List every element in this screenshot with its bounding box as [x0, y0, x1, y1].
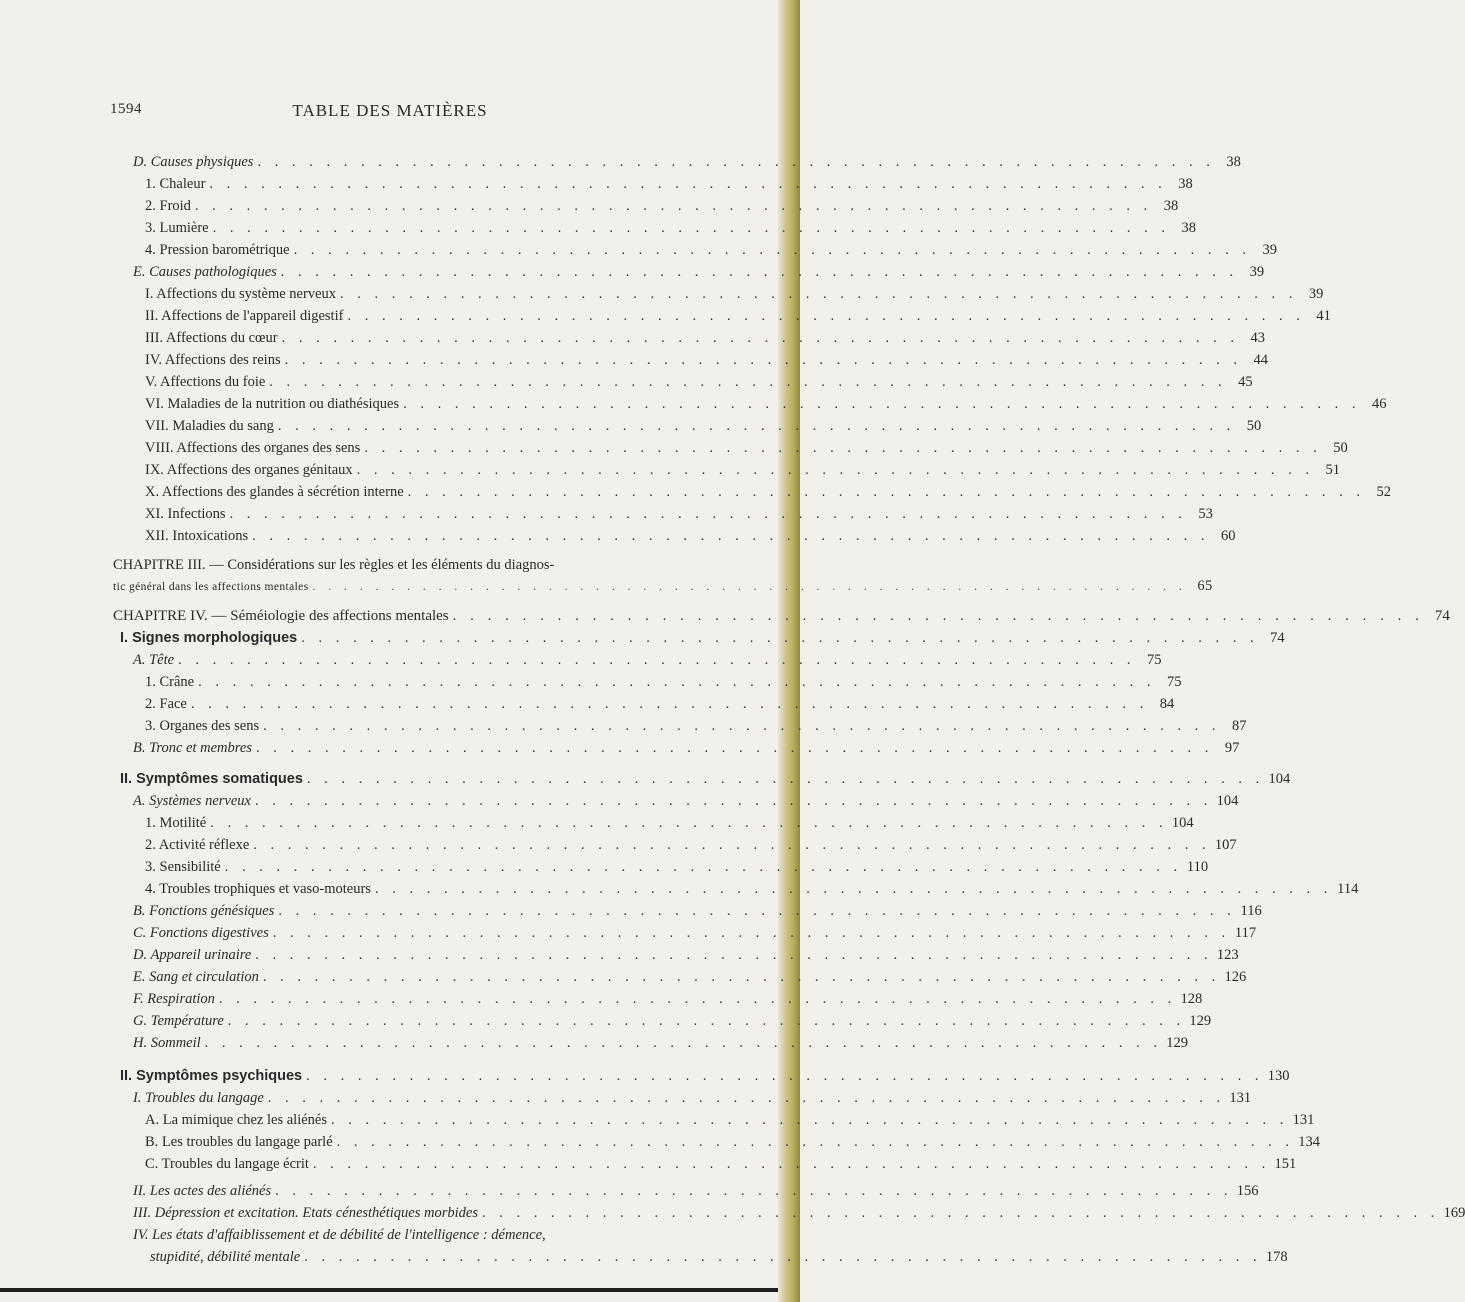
- toc-leader: . . . . . . . . . . . . . . . . . . . . . . . . . . . . . . . . . . . . . . . . . . . . . . . . . . . . . . . .: [198, 674, 1156, 690]
- toc-entry-page: 126: [1224, 969, 1247, 985]
- toc-entry-label: 4. Pression barométrique: [145, 242, 290, 258]
- toc-entry-page: 43: [1250, 330, 1265, 346]
- toc-leader: . . . . . . . . . . . . . . . . . . . . . . . . . . . . . . . . . . . . . . . . . . . . . . . . . . . . . . . .: [278, 903, 1236, 919]
- toc-entry-label: stupidité, débilité mentale: [150, 1249, 301, 1265]
- toc-entry-page: 38: [1226, 154, 1241, 170]
- toc-entry-page: 75: [1167, 674, 1182, 690]
- toc-leader: . . . . . . . . . . . . . . . . . . . . . . . . . . . . . . . . . . . . . . . . . . . . . . . . . . . . . . . .: [263, 718, 1221, 734]
- toc-leader: . . . . . . . . . . . . . . . . . . . . . . . . . . . . . . . . . . . . . . . . . . . . . . . . . . . . . . . .: [218, 991, 1177, 1007]
- toc-leader: . . . . . . . . . . . . . . . . . . . . . . . . . . . . . . . . . . . . . . . . . . . . . . . . . . . . . . . .: [301, 630, 1259, 646]
- toc-entry: [120, 1066, 1290, 1087]
- toc-entry-page: 39: [1262, 242, 1277, 258]
- toc-entry-label: F. Respiration: [133, 991, 215, 1007]
- running-title: TABLE DES MATIÈRES: [292, 101, 488, 120]
- toc-entry: [145, 526, 1236, 547]
- toc-entry-page: 134: [1298, 1134, 1321, 1150]
- toc-leader: . . . . . . . . . . . . . . . . . . . . . . . . . . . . . . . . . . . . . . . . . . . . . . . . . . . . . . . .: [254, 793, 1213, 809]
- toc-leader: . . . . . . . . . . . . . . . . . . . . . . . . . . . . . . . . . . . . . . . . . . . . . . . . . . . . . . . .: [210, 815, 1168, 831]
- toc-entry-label: B. Les troubles du langage parlé: [145, 1134, 333, 1150]
- toc-leader: . . . . . . . . . . . . . . . . . . . . . . . . . . . . . . . . . . . . . . . . . . . . . . . . . . . . . . . .: [253, 837, 1211, 853]
- toc-entry: [145, 284, 1324, 305]
- toc-leader: . . . . . . . . . . . . . . . . . . . . . . . . . . . . . . . . . . . . . . . . . . . . . . . . . . . . . . . .: [190, 696, 1149, 712]
- toc-leader: . . . . . . . . . . . . . . . . . . . . . . . . . . . . . . . . . . . . . . . . . . . . . . . . . . . . . . . .: [306, 1068, 1264, 1084]
- toc-entry: [113, 576, 1213, 597]
- toc-entry-label: X. Affections des glandes à sécrétion interne: [145, 484, 404, 500]
- toc-entry: [145, 460, 1341, 481]
- toc-entry: [145, 174, 1193, 195]
- toc-entry-label: XII. Intoxications: [145, 528, 249, 544]
- toc-entry-label: VIII. Affections des organes des sens: [145, 440, 361, 456]
- toc-entry-label: I. Affections du système nerveux: [145, 286, 337, 302]
- toc-leader: . . . . . . . . . . . . . . . . . . . . . . . . . . . . . . . . . . . . . . . . . . . . . . . . . . . . . . . .: [280, 264, 1239, 280]
- toc-entry-label: C. Troubles du langage écrit: [145, 1156, 309, 1172]
- toc-entry-label: 3. Lumière: [145, 220, 209, 236]
- toc-entry-page: 129: [1189, 1013, 1212, 1029]
- toc-leader: . . . . . . . . . . . . . . . . . . . . . . . . . . . . . . . . . . . . . . . . . . . . . . . . . . . . . . . .: [269, 374, 1227, 390]
- toc-leader: . . . . . . . . . . . . . . . . . . . . . . . . . . . . . . . . . . . . . . . . . . . . . . . . . . . . . . . .: [407, 484, 1366, 500]
- toc-leader: . . . . . . . . . . . . . . . . . . . . . . . . . . . . . . . . . . . . . . . . . . . . . . . . . . . . . . . .: [347, 308, 1305, 324]
- toc-entry-page: 53: [1198, 506, 1213, 522]
- toc-leader: . . . . . . . . . . . . . . . . . . . . . . . . . . . . . . . . . . . . . . . . . . . . . . . . . . . . . . . .: [293, 242, 1251, 258]
- toc-entry-label: 1. Crâne: [145, 674, 195, 690]
- toc-entry: [145, 672, 1182, 693]
- toc-entry: [145, 1110, 1315, 1131]
- toc-entry-label: 3. Sensibilité: [145, 859, 221, 875]
- toc-leader: . . . . . . . . . . . . . . . . . . . . . . . . . . . . . . . . . . . . . . . . . . . . . . . . . . . . . . . .: [209, 176, 1167, 192]
- toc-entry: [133, 1011, 1212, 1032]
- toc-entry-page: 52: [1376, 484, 1392, 500]
- toc-entry-label: IX. Affections des organes génitaux: [145, 462, 353, 478]
- toc-entry-label: E. Causes pathologiques: [133, 264, 277, 280]
- toc-entry: [145, 1132, 1321, 1153]
- toc-entry-label: D. Causes physiques: [133, 154, 254, 170]
- toc-entry-page: 130: [1267, 1068, 1290, 1084]
- toc-entry-label: V. Affections du foie: [145, 374, 266, 390]
- toc-entry: [133, 1181, 1259, 1202]
- toc-entry-page: 107: [1214, 837, 1237, 853]
- toc-entry-label: II. Symptômes psychiques: [120, 1068, 303, 1084]
- toc-leader: . . . . . . . . . . . . . . . . . . . . . . . . . . . . . . . . . . . . . . . . . . . . . . . . . . . . . . . .: [229, 506, 1187, 522]
- toc-entry-label: II. Affections de l'appareil digestif: [145, 308, 344, 324]
- toc-entry-page: 51: [1325, 462, 1341, 478]
- toc-entry-label: VI. Maladies de la nutrition ou diathésiques: [145, 396, 400, 412]
- toc-leader: . . . . . . . . . . . . . . . . . . . . . . . . . . . . . . . . . . . . . . . . . . . . . . . . . . . . . . . .: [262, 969, 1221, 985]
- page-number: 1594: [110, 101, 142, 117]
- toc-entry-label: 4. Troubles trophiques et vaso-moteurs: [145, 881, 371, 897]
- toc-entry: [145, 328, 1265, 349]
- toc-entry-page: 38: [1178, 176, 1193, 192]
- toc-entry-label: 2. Face: [145, 696, 187, 712]
- toc-entry-page: 84: [1159, 696, 1175, 712]
- toc-leader: . . . . . . . . . . . . . . . . . . . . . . . . . . . . . . . . . . . . . . . . . . . . . . . . . . . . . . . .: [481, 1205, 1440, 1221]
- toc-leader: . . . . . . . . . . . . . . . . . . . . . . . . . . . . . . . . . . . . . . . . . . . . . . . . . . . . . . . .: [257, 154, 1215, 170]
- toc-leader: . . . . . . . . . . . . . . . . . . . . . . . . . . . . . . . . . . . . . . . . . . . . . . . . . . . . . . . .: [267, 1090, 1226, 1106]
- toc-entry-label: C. Fonctions digestives: [133, 925, 269, 941]
- toc-entry: [145, 857, 1209, 878]
- toc-entry-page: 74: [1434, 608, 1450, 624]
- toc-entry-page: 41: [1316, 308, 1331, 324]
- toc-entry-page: 131: [1292, 1112, 1315, 1128]
- toc-leader: . . . . . . . . . . . . . . . . . . . . . . . . . . . . . . . . . . . . . . . . . . . . . . . . . . . . . . . .: [178, 652, 1136, 668]
- toc-entry-page: 169: [1443, 1205, 1465, 1221]
- toc-entry-page: 104: [1216, 793, 1239, 809]
- toc-entry-page: 44: [1253, 352, 1268, 368]
- toc-entry: [145, 694, 1175, 715]
- toc-leader: . . . . . . . . . . . . . . . . . . . . . . . . . . . . . . . . . . . . . . . . . . . . . . . . . . . . . . . .: [204, 1035, 1163, 1051]
- toc-entry-page: 50: [1333, 440, 1348, 456]
- toc-entry: [133, 989, 1203, 1010]
- toc-entry-page: 87: [1231, 718, 1247, 734]
- toc-entry-page: 65: [1197, 578, 1213, 594]
- toc-leader: . . . . . . . . . . . . . . . . . . . . . . . . . . . . . . . . . . . . . . . . . . . . . . . . . . . . . . . .: [304, 1249, 1262, 1265]
- toc-leader: . . . . . . . . . . . . . . . . . . . . . . . . . . . . . . . . . . . . . . . . . . . . . . . . . . . . . . . .: [306, 771, 1265, 787]
- toc-entry-page: 116: [1240, 903, 1262, 919]
- toc-entry: [120, 628, 1285, 649]
- toc-entry: [145, 813, 1194, 834]
- toc-entry-label: tic général dans les affections mentales: [113, 581, 309, 593]
- toc-entry-page: 117: [1234, 925, 1257, 941]
- toc-leader: . . . . . . . . . . . . . . . . . . . . . . . . . . . . . . . . . . . . . . . . . . . . . . . . . . . . . . . .: [340, 286, 1298, 302]
- toc-entry-page: 104: [1171, 815, 1194, 831]
- toc-entry-label: H. Sommeil: [133, 1035, 201, 1051]
- toc-entry-page: 156: [1236, 1183, 1259, 1199]
- toc-entry-label: VII. Maladies du sang: [145, 418, 274, 434]
- toc-leader: . . . . . . . . . . . . . . . . . . . . . . . . . . . . . . . . . . . . . . . . . . . . . . . . . . . . . . . .: [255, 740, 1214, 756]
- toc-entry: [113, 606, 1450, 627]
- toc-entry-page: 104: [1268, 771, 1291, 787]
- toc-leader: . . . . . . . . . . . . . . . . . . . . . . . . . . . . . . . . . . . . . . . . . . . . . . . . . . . . . . . .: [212, 220, 1170, 236]
- toc-entry: [133, 152, 1241, 173]
- toc-leader: . . . . . . . . . . . . . . . . . . . . . . . . . . . . . . . . . . . . . . . . . . . . . . . . . . . . . . . .: [272, 925, 1231, 941]
- toc-entry: [133, 650, 1162, 671]
- toc-entry: [133, 791, 1239, 812]
- toc-entry: [145, 196, 1179, 217]
- toc-entry: [145, 879, 1359, 900]
- toc-entry-page: 75: [1146, 652, 1162, 668]
- toc-entry-label: I. Signes morphologiques: [120, 630, 298, 646]
- toc-entry: [145, 1154, 1297, 1175]
- toc-leader: . . . . . . . . . . . . . . . . . . . . . . . . . . . . . . . . . . . . . . . . . . . . . . . . . . . . . . . .: [194, 198, 1153, 214]
- toc-leader: . . . . . . . . . . . . . . . . . . . . . . . . . . . . . . . . . . . . . . . . . . . . . . . . . . . . . . . .: [224, 859, 1183, 875]
- toc-entry-page: 97: [1224, 740, 1240, 756]
- toc-entry-label: III. Dépression et excitation. Etats cénesthétiques morbides: [133, 1205, 478, 1221]
- toc-entry-page: 38: [1163, 198, 1179, 214]
- toc-entry-label: 1. Chaleur: [145, 176, 206, 192]
- bottom-rule: [0, 1288, 778, 1292]
- toc-entry-page: 128: [1180, 991, 1203, 1007]
- toc-entry: [133, 901, 1262, 922]
- toc-entry-page: 45: [1238, 374, 1253, 390]
- toc-entry: [145, 350, 1268, 371]
- toc-entry: [145, 482, 1392, 503]
- page-header: [110, 101, 670, 123]
- toc-entry-label: IV. Affections des reins: [145, 352, 281, 368]
- toc-entry: [133, 1088, 1252, 1109]
- toc-leader: . . . . . . . . . . . . . . . . . . . . . . . . . . . . . . . . . . . . . . . . . . . . . . . . . . . . . . . .: [364, 440, 1322, 456]
- toc-entry: [145, 416, 1262, 437]
- toc-entry-label: E. Sang et circulation: [133, 969, 259, 985]
- toc-entry: [145, 716, 1247, 737]
- toc-entry-label: A. La mimique chez les aliénés: [145, 1112, 327, 1128]
- toc-entry: [145, 240, 1277, 261]
- toc-leader: . . . . . . . . . . . . . . . . . . . . . . . . . . . . . . . . . . . . . . . . . . . . . . . . . . . . . . . .: [252, 528, 1210, 544]
- toc-entry: [145, 218, 1196, 239]
- toc-entry-label: D. Appareil urinaire: [133, 947, 252, 963]
- toc-entry: [145, 372, 1253, 393]
- toc-entry: [150, 1247, 1288, 1268]
- toc-entry-label: G. Température: [133, 1013, 224, 1029]
- toc-entry: [133, 262, 1265, 283]
- toc-leader: . . . . . . . . . . . . . . . . . . . . . . . . . . . . . . . . . . . . . . . . . . . . . . . . . . . . . . . .: [281, 330, 1239, 346]
- toc-entry: [133, 1203, 1465, 1224]
- toc-entry: [145, 835, 1237, 856]
- toc-leader: . . . . . . . . . . . . . . . . . . . . . . . . . . . . . . . . . . . . . . . . . . . . . . . . . . . . . . . .: [312, 581, 1187, 593]
- toc-entry-page: 39: [1308, 286, 1324, 302]
- toc-leader: . . . . . . . . . . . . . . . . . . . . . . . . . . . . . . . . . . . . . . . . . . . . . . . . . . . . . . . .: [312, 1156, 1271, 1172]
- toc-entry: [145, 504, 1213, 525]
- toc-entry-label: 2. Activité réflexe: [145, 837, 250, 853]
- toc-entry-label: 1. Motilité: [145, 815, 207, 831]
- toc-entry-page: 151: [1274, 1156, 1297, 1172]
- toc-leader: . . . . . . . . . . . . . . . . . . . . . . . . . . . . . . . . . . . . . . . . . . . . . . . . . . . . . . . .: [356, 462, 1315, 478]
- toc-entry-page: 123: [1216, 947, 1239, 963]
- toc-entry-page: 110: [1186, 859, 1209, 875]
- toc-leader: . . . . . . . . . . . . . . . . . . . . . . . . . . . . . . . . . . . . . . . . . . . . . . . . . . . . . . . .: [275, 1183, 1233, 1199]
- toc-entry-label: 3. Organes des sens: [145, 718, 260, 734]
- toc-leader: . . . . . . . . . . . . . . . . . . . . . . . . . . . . . . . . . . . . . . . . . . . . . . . . . . . . . . . .: [227, 1013, 1186, 1029]
- toc-entry-page: 74: [1270, 630, 1285, 646]
- toc-leader: . . . . . . . . . . . . . . . . . . . . . . . . . . . . . . . . . . . . . . . . . . . . . . . . . . . . . . . .: [374, 881, 1333, 897]
- toc-leader: . . . . . . . . . . . . . . . . . . . . . . . . . . . . . . . . . . . . . . . . . . . . . . . . . . . . . . . .: [255, 947, 1213, 963]
- toc-entry-page: 60: [1220, 528, 1236, 544]
- toc-entry-page: 131: [1229, 1090, 1252, 1106]
- toc-leader: . . . . . . . . . . . . . . . . . . . . . . . . . . . . . . . . . . . . . . . . . . . . . . . . . . . . . . . .: [452, 608, 1424, 624]
- toc-leader: . . . . . . . . . . . . . . . . . . . . . . . . . . . . . . . . . . . . . . . . . . . . . . . . . . . . . . . .: [331, 1112, 1289, 1128]
- toc-entry-label: A. Tête: [133, 652, 175, 668]
- toc-entry-page: 38: [1181, 220, 1196, 236]
- chapter-heading: CHAPITRE III. — Considérations sur les règles et les éléments du diagnos-: [113, 557, 555, 573]
- toc-entry-label: III. Affections du cœur: [145, 330, 278, 346]
- toc-entry-page: 50: [1246, 418, 1262, 434]
- toc-entry-label: I. Troubles du langage: [133, 1090, 264, 1106]
- toc-entry-page: 178: [1265, 1249, 1288, 1265]
- toc-entry: [145, 306, 1331, 327]
- toc-entry-label: XI. Infections: [145, 506, 226, 522]
- toc-entry: [133, 945, 1239, 966]
- toc-entry: [145, 438, 1348, 459]
- toc-entry: [145, 394, 1387, 415]
- toc-entry-page: 46: [1371, 396, 1387, 412]
- toc-entry-label: B. Tronc et membres: [133, 740, 252, 756]
- toc-entry-label: CHAPITRE IV. — Séméiologie des affections mentales: [113, 608, 449, 624]
- toc-entry-label: II. Symptômes somatiques: [120, 771, 303, 787]
- toc-entry-page: 129: [1166, 1035, 1189, 1051]
- toc-leader: . . . . . . . . . . . . . . . . . . . . . . . . . . . . . . . . . . . . . . . . . . . . . . . . . . . . . . . .: [284, 352, 1242, 368]
- toc-entry-label: 2. Froid: [145, 198, 191, 214]
- toc-entry: [120, 769, 1291, 790]
- toc-leader: . . . . . . . . . . . . . . . . . . . . . . . . . . . . . . . . . . . . . . . . . . . . . . . . . . . . . . . .: [277, 418, 1236, 434]
- toc-entry-label: A. Systèmes nerveux: [133, 793, 251, 809]
- toc-entry: [133, 923, 1257, 944]
- toc-entry: [133, 1033, 1189, 1054]
- toc-entry-page: 114: [1337, 881, 1359, 897]
- toc-leader: . . . . . . . . . . . . . . . . . . . . . . . . . . . . . . . . . . . . . . . . . . . . . . . . . . . . . . . .: [336, 1134, 1295, 1150]
- toc-entry-page: 39: [1249, 264, 1265, 280]
- toc-entry-label: B. Fonctions génésiques: [133, 903, 275, 919]
- toc-entry-label: II. Les actes des aliénés: [133, 1183, 272, 1199]
- toc-entry: [133, 967, 1247, 988]
- toc-entry-label: IV. Les états d'affaiblissement et de débilité de l'intelligence : démence,: [133, 1227, 546, 1243]
- toc-leader: . . . . . . . . . . . . . . . . . . . . . . . . . . . . . . . . . . . . . . . . . . . . . . . . . . . . . . . .: [403, 396, 1361, 412]
- toc-entry: [133, 738, 1240, 759]
